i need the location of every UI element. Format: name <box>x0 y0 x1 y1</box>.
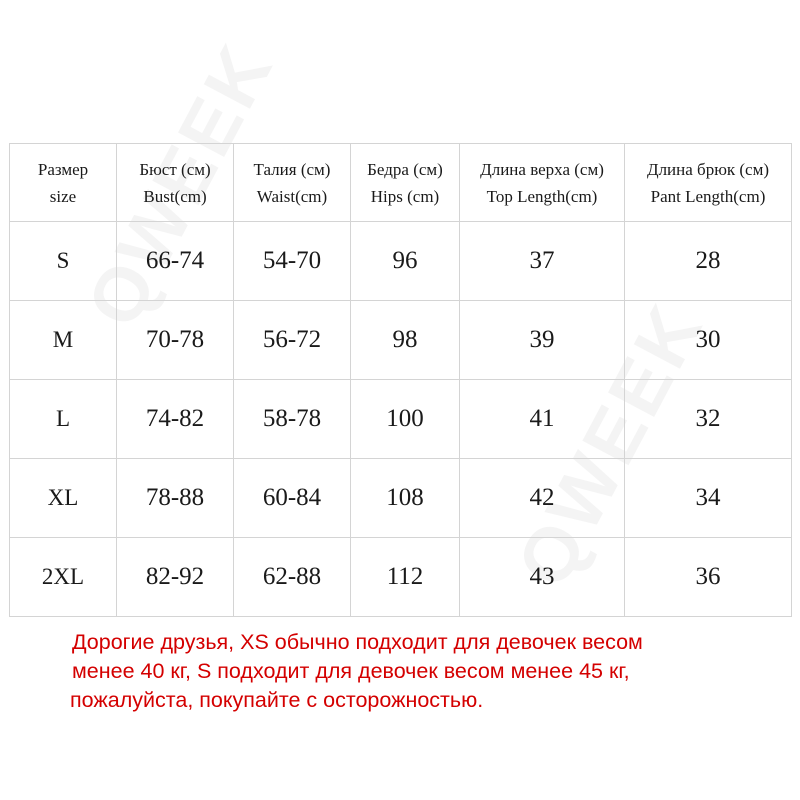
header-label-en: Waist(cm) <box>256 186 328 206</box>
pant-length-cell: 32 <box>625 380 792 459</box>
waist-cell: 62-88 <box>234 538 351 617</box>
pant-length-cell: 34 <box>625 459 792 538</box>
table-row <box>10 459 792 538</box>
size-cell: M <box>10 301 117 380</box>
hips-cell: 108 <box>351 459 460 538</box>
size-cell: L <box>10 380 117 459</box>
size-cell: XL <box>10 459 117 538</box>
header-label-ru: Талия (см) <box>253 159 331 179</box>
size-advice-note <box>72 628 772 715</box>
waist-cell: 56-72 <box>234 301 351 380</box>
hips-cell: 112 <box>351 538 460 617</box>
bust-cell: 70-78 <box>117 301 234 380</box>
note-line: пожалуйста, покупайте с осторожностью. <box>70 688 484 712</box>
header-label-en: Hips (cm) <box>370 186 440 206</box>
header-label-ru: Бедра (см) <box>367 159 443 179</box>
header-label-ru: Длина верха (см) <box>480 159 604 179</box>
header-pant-length <box>625 144 792 222</box>
top-length-cell: 41 <box>460 380 625 459</box>
header-waist <box>234 144 351 222</box>
table-header-row <box>10 144 792 222</box>
table-row <box>10 222 792 301</box>
header-size <box>10 144 117 222</box>
hips-cell: 96 <box>351 222 460 301</box>
top-length-cell: 43 <box>460 538 625 617</box>
bust-cell: 74-82 <box>117 380 234 459</box>
top-length-cell: 39 <box>460 301 625 380</box>
size-chart-table <box>9 143 792 617</box>
bust-cell: 78-88 <box>117 459 234 538</box>
size-cell: 2XL <box>10 538 117 617</box>
hips-cell: 100 <box>351 380 460 459</box>
header-label-en: Bust(cm) <box>143 186 207 206</box>
pant-length-cell: 36 <box>625 538 792 617</box>
note-line: менее 40 кг, S подходит для девочек весом менее 45 кг, <box>72 659 630 683</box>
header-label-ru: Бюст (см) <box>139 159 211 179</box>
table-row <box>10 301 792 380</box>
header-label-en: Top Length(cm) <box>486 186 598 206</box>
pant-length-cell: 30 <box>625 301 792 380</box>
table-row <box>10 538 792 617</box>
header-bust <box>117 144 234 222</box>
waist-cell: 60-84 <box>234 459 351 538</box>
header-label-ru: Длина брюк (см) <box>646 159 770 179</box>
bust-cell: 66-74 <box>117 222 234 301</box>
waist-cell: 54-70 <box>234 222 351 301</box>
table-row <box>10 380 792 459</box>
note-line: Дорогие друзья, XS обычно подходит для девочек весом <box>72 630 643 654</box>
hips-cell: 98 <box>351 301 460 380</box>
header-hips <box>351 144 460 222</box>
header-label-en: size <box>49 186 77 206</box>
top-length-cell: 42 <box>460 459 625 538</box>
pant-length-cell: 28 <box>625 222 792 301</box>
header-label-en: Pant Length(cm) <box>650 186 766 206</box>
waist-cell: 58-78 <box>234 380 351 459</box>
header-label-ru: Размер <box>37 159 89 179</box>
header-top-length <box>460 144 625 222</box>
size-cell: S <box>10 222 117 301</box>
bust-cell: 82-92 <box>117 538 234 617</box>
top-length-cell: 37 <box>460 222 625 301</box>
